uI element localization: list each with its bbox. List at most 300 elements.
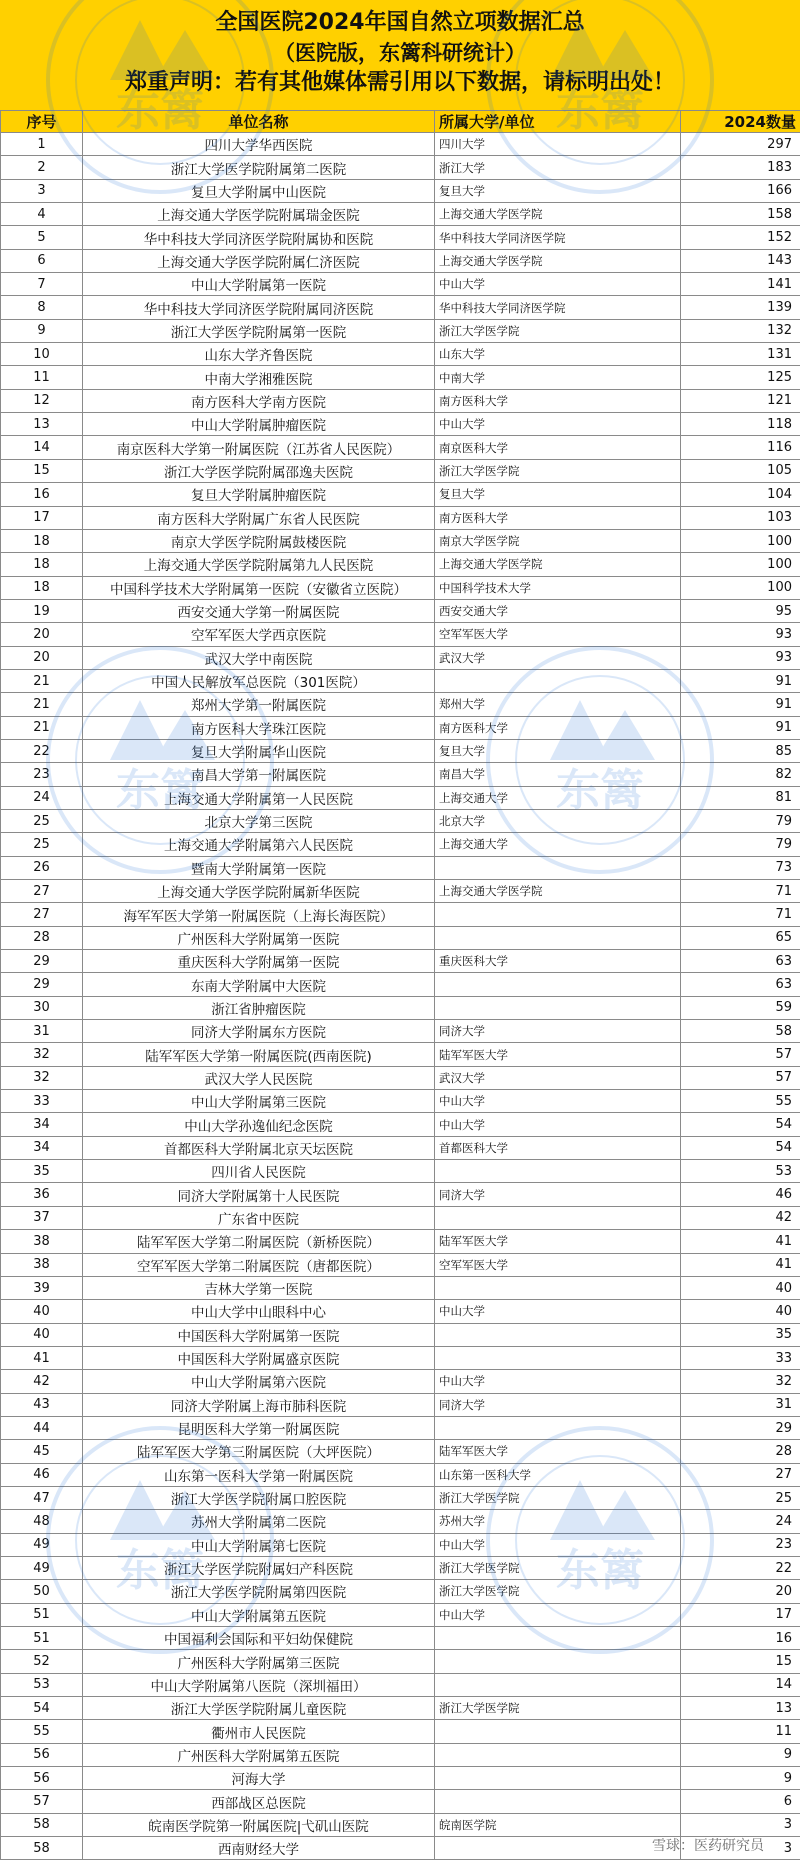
table-row	[1, 179, 800, 202]
row-university: 南京医科大学	[435, 436, 681, 459]
table-row	[1, 529, 800, 552]
row-university: 复旦大学	[435, 483, 681, 506]
row-unit-name: 苏州大学附属第二医院	[83, 1510, 435, 1533]
row-unit-name: 浙江大学医学院附属邵逸夫医院	[83, 459, 435, 482]
row-count: 41	[681, 1253, 800, 1276]
row-count: 82	[681, 763, 800, 786]
row-unit-name: 同济大学附属上海市肺科医院	[83, 1393, 435, 1416]
row-unit-name: 东南大学附属中大医院	[83, 973, 435, 996]
row-university	[435, 903, 681, 926]
row-unit-name: 中国科学技术大学附属第一医院（安徽省立医院）	[83, 576, 435, 599]
row-unit-name: 武汉大学人民医院	[83, 1066, 435, 1089]
row-unit-name: 中山大学附属第六医院	[83, 1370, 435, 1393]
row-university	[435, 1650, 681, 1673]
row-university: 陆军军医大学	[435, 1043, 681, 1066]
row-count: 55	[681, 1090, 800, 1113]
row-university: 中山大学	[435, 1300, 681, 1323]
table-row	[1, 1090, 800, 1113]
row-count: 81	[681, 786, 800, 809]
row-index: 13	[1, 413, 83, 436]
document-subtitle: （医院版，东篱科研统计）	[274, 41, 526, 65]
row-university	[435, 1416, 681, 1439]
row-count: 54	[681, 1113, 800, 1136]
table-row	[1, 343, 800, 366]
copyright-notice: 郑重声明：若有其他媒体需引用以下数据，请标明出处！	[124, 70, 675, 95]
row-count: 35	[681, 1323, 800, 1346]
row-university	[435, 1276, 681, 1299]
row-university: 南京大学医学院	[435, 529, 681, 552]
row-unit-name: 南方医科大学珠江医院	[83, 716, 435, 739]
row-university	[435, 1160, 681, 1183]
row-unit-name: 昆明医科大学第一附属医院	[83, 1416, 435, 1439]
row-unit-name: 同济大学附属第十人民医院	[83, 1183, 435, 1206]
row-index: 56	[1, 1743, 83, 1766]
row-count: 105	[681, 459, 800, 482]
row-count: 14	[681, 1673, 800, 1696]
row-index: 10	[1, 343, 83, 366]
row-index: 29	[1, 973, 83, 996]
row-index: 23	[1, 763, 83, 786]
svg-text:东篱: 东篱	[556, 765, 644, 816]
row-unit-name: 中山大学中山眼科中心	[83, 1300, 435, 1323]
table-row	[1, 599, 800, 622]
table-row	[1, 1627, 800, 1650]
table-row	[1, 156, 800, 179]
row-university: 皖南医学院	[435, 1813, 681, 1836]
row-count: 132	[681, 319, 800, 342]
row-university: 空军军医大学	[435, 1253, 681, 1276]
row-count: 143	[681, 249, 800, 272]
table-row	[1, 786, 800, 809]
row-unit-name: 中国医科大学附属第一医院	[83, 1323, 435, 1346]
row-count: 100	[681, 553, 800, 576]
row-university: 中山大学	[435, 1090, 681, 1113]
row-unit-name: 皖南医学院第一附属医院|弋矶山医院	[83, 1813, 435, 1836]
row-count: 100	[681, 576, 800, 599]
row-count: 33	[681, 1346, 800, 1369]
table-row	[1, 693, 800, 716]
table-row	[1, 973, 800, 996]
row-university: 南昌大学	[435, 763, 681, 786]
row-index: 40	[1, 1323, 83, 1346]
row-unit-name: 中南大学湘雅医院	[83, 366, 435, 389]
table-row	[1, 856, 800, 879]
table-row	[1, 1183, 800, 1206]
row-university: 中山大学	[435, 273, 681, 296]
row-unit-name: 浙江大学医学院附属第二医院	[83, 156, 435, 179]
row-unit-name: 陆军军医大学第二附属医院（新桥医院）	[83, 1230, 435, 1253]
row-unit-name: 华中科技大学同济医学院附属协和医院	[83, 226, 435, 249]
row-unit-name: 中山大学附属第三医院	[83, 1090, 435, 1113]
table-row	[1, 669, 800, 692]
row-count: 28	[681, 1440, 800, 1463]
table-row	[1, 1020, 800, 1043]
row-university	[435, 1767, 681, 1790]
table-row	[1, 623, 800, 646]
row-index: 21	[1, 716, 83, 739]
row-unit-name: 上海交通大学医学院附属仁济医院	[83, 249, 435, 272]
row-count: 131	[681, 343, 800, 366]
row-count: 57	[681, 1043, 800, 1066]
row-university: 上海交通大学医学院	[435, 249, 681, 272]
row-university: 西安交通大学	[435, 599, 681, 622]
row-index: 34	[1, 1136, 83, 1159]
row-unit-name: 广东省中医院	[83, 1206, 435, 1229]
row-index: 38	[1, 1253, 83, 1276]
table-row	[1, 389, 800, 412]
row-count: 104	[681, 483, 800, 506]
row-university: 浙江大学医学院	[435, 1556, 681, 1579]
row-unit-name: 山东第一医科大学第一附属医院	[83, 1463, 435, 1486]
column-header-university: 所属大学/单位	[435, 111, 681, 133]
table-row	[1, 1673, 800, 1696]
row-index: 37	[1, 1206, 83, 1229]
row-unit-name: 西部战区总医院	[83, 1790, 435, 1813]
row-university: 武汉大学	[435, 1066, 681, 1089]
row-unit-name: 西南财经大学	[83, 1837, 435, 1860]
row-count: 297	[681, 133, 800, 156]
table-row	[1, 1043, 800, 1066]
table-row	[1, 903, 800, 926]
row-unit-name: 海军军医大学第一附属医院（上海长海医院）	[83, 903, 435, 926]
row-count: 93	[681, 623, 800, 646]
row-unit-name: 南京大学医学院附属鼓楼医院	[83, 529, 435, 552]
row-university: 苏州大学	[435, 1510, 681, 1533]
row-index: 42	[1, 1370, 83, 1393]
row-university	[435, 1743, 681, 1766]
row-index: 30	[1, 996, 83, 1019]
row-count: 100	[681, 529, 800, 552]
row-count: 91	[681, 693, 800, 716]
row-count: 71	[681, 880, 800, 903]
table-row	[1, 1603, 800, 1626]
row-index: 31	[1, 1020, 83, 1043]
row-count: 31	[681, 1393, 800, 1416]
row-count: 79	[681, 833, 800, 856]
title-banner	[0, 0, 800, 110]
row-index: 58	[1, 1813, 83, 1836]
table-row	[1, 436, 800, 459]
table-row	[1, 1510, 800, 1533]
row-count: 139	[681, 296, 800, 319]
row-university	[435, 1323, 681, 1346]
row-count: 103	[681, 506, 800, 529]
row-index: 43	[1, 1393, 83, 1416]
table-row	[1, 249, 800, 272]
row-count: 17	[681, 1603, 800, 1626]
row-university: 华中科技大学同济医学院	[435, 226, 681, 249]
row-index: 8	[1, 296, 83, 319]
row-unit-name: 上海交通大学附属第六人民医院	[83, 833, 435, 856]
hospital-data-table	[0, 110, 800, 1860]
row-count: 63	[681, 973, 800, 996]
row-unit-name: 中国医科大学附属盛京医院	[83, 1346, 435, 1369]
table-row	[1, 1323, 800, 1346]
row-index: 2	[1, 156, 83, 179]
row-index: 4	[1, 203, 83, 226]
table-row	[1, 1276, 800, 1299]
row-index: 19	[1, 599, 83, 622]
row-university: 上海交通大学	[435, 833, 681, 856]
row-unit-name: 郑州大学第一附属医院	[83, 693, 435, 716]
table-row	[1, 1393, 800, 1416]
row-university: 浙江大学医学院	[435, 1697, 681, 1720]
row-university: 浙江大学医学院	[435, 1580, 681, 1603]
row-count: 32	[681, 1370, 800, 1393]
row-unit-name: 中山大学附属第七医院	[83, 1533, 435, 1556]
row-count: 63	[681, 950, 800, 973]
row-count: 118	[681, 413, 800, 436]
row-index: 20	[1, 623, 83, 646]
table-row	[1, 763, 800, 786]
table-row	[1, 1066, 800, 1089]
table-row	[1, 1767, 800, 1790]
row-university: 郑州大学	[435, 693, 681, 716]
table-row	[1, 1697, 800, 1720]
row-university: 山东大学	[435, 343, 681, 366]
row-index: 3	[1, 179, 83, 202]
row-index: 58	[1, 1837, 83, 1860]
row-count: 9	[681, 1743, 800, 1766]
row-university: 中山大学	[435, 1370, 681, 1393]
row-index: 49	[1, 1533, 83, 1556]
row-university	[435, 1627, 681, 1650]
row-unit-name: 中山大学附属肿瘤医院	[83, 413, 435, 436]
table-row	[1, 996, 800, 1019]
row-unit-name: 上海交通大学医学院附属第九人民医院	[83, 553, 435, 576]
row-university: 华中科技大学同济医学院	[435, 296, 681, 319]
svg-text:东篱: 东篱	[116, 1545, 204, 1596]
table-row	[1, 1253, 800, 1276]
row-count: 11	[681, 1720, 800, 1743]
row-university	[435, 996, 681, 1019]
row-index: 22	[1, 739, 83, 762]
row-unit-name: 上海交通大学医学院附属瑞金医院	[83, 203, 435, 226]
row-index: 54	[1, 1697, 83, 1720]
row-index: 7	[1, 273, 83, 296]
row-university: 陆军军医大学	[435, 1230, 681, 1253]
row-unit-name: 浙江省肿瘤医院	[83, 996, 435, 1019]
table-row	[1, 1136, 800, 1159]
table-row	[1, 133, 800, 156]
row-index: 56	[1, 1767, 83, 1790]
row-count: 13	[681, 1697, 800, 1720]
table-row	[1, 716, 800, 739]
row-university: 浙江大学医学院	[435, 1486, 681, 1509]
table-row	[1, 296, 800, 319]
row-university	[435, 669, 681, 692]
table-row	[1, 483, 800, 506]
table-row	[1, 1416, 800, 1439]
row-index: 44	[1, 1416, 83, 1439]
row-index: 28	[1, 926, 83, 949]
row-unit-name: 南方医科大学南方医院	[83, 389, 435, 412]
row-index: 1	[1, 133, 83, 156]
row-count: 22	[681, 1556, 800, 1579]
table-row	[1, 1346, 800, 1369]
row-unit-name: 重庆医科大学附属第一医院	[83, 950, 435, 973]
table-header-row	[1, 111, 800, 133]
row-university	[435, 856, 681, 879]
table-row	[1, 739, 800, 762]
row-count: 29	[681, 1416, 800, 1439]
row-university: 中国科学技术大学	[435, 576, 681, 599]
row-index: 32	[1, 1043, 83, 1066]
row-university	[435, 1346, 681, 1369]
row-index: 20	[1, 646, 83, 669]
row-index: 38	[1, 1230, 83, 1253]
row-unit-name: 空军军医大学西京医院	[83, 623, 435, 646]
row-index: 55	[1, 1720, 83, 1743]
row-count: 91	[681, 669, 800, 692]
row-count: 40	[681, 1300, 800, 1323]
table-row	[1, 459, 800, 482]
row-index: 48	[1, 1510, 83, 1533]
row-unit-name: 陆军军医大学第三附属医院（大坪医院）	[83, 1440, 435, 1463]
row-index: 32	[1, 1066, 83, 1089]
row-count: 3	[681, 1813, 800, 1836]
table-row	[1, 1463, 800, 1486]
row-university: 上海交通大学医学院	[435, 203, 681, 226]
row-count: 15	[681, 1650, 800, 1673]
table-row	[1, 553, 800, 576]
table-row	[1, 880, 800, 903]
row-index: 49	[1, 1556, 83, 1579]
row-count: 24	[681, 1510, 800, 1533]
row-unit-name: 广州医科大学附属第一医院	[83, 926, 435, 949]
table-row	[1, 506, 800, 529]
source-footer: 雪球：医药研究员	[652, 1838, 764, 1854]
row-count: 53	[681, 1160, 800, 1183]
row-index: 14	[1, 436, 83, 459]
row-university: 复旦大学	[435, 179, 681, 202]
row-index: 50	[1, 1580, 83, 1603]
row-university	[435, 1206, 681, 1229]
row-count: 6	[681, 1790, 800, 1813]
row-index: 57	[1, 1790, 83, 1813]
row-unit-name: 河海大学	[83, 1767, 435, 1790]
row-index: 17	[1, 506, 83, 529]
row-count: 152	[681, 226, 800, 249]
row-unit-name: 中国福利会国际和平妇幼保健院	[83, 1627, 435, 1650]
row-index: 25	[1, 809, 83, 832]
row-unit-name: 首都医科大学附属北京天坛医院	[83, 1136, 435, 1159]
row-unit-name: 广州医科大学附属第三医院	[83, 1650, 435, 1673]
row-unit-name: 吉林大学第一医院	[83, 1276, 435, 1299]
table-row	[1, 1486, 800, 1509]
row-index: 47	[1, 1486, 83, 1509]
row-count: 73	[681, 856, 800, 879]
row-index: 11	[1, 366, 83, 389]
row-count: 183	[681, 156, 800, 179]
row-count: 95	[681, 599, 800, 622]
row-index: 18	[1, 576, 83, 599]
table-row	[1, 203, 800, 226]
row-count: 9	[681, 1767, 800, 1790]
table-row	[1, 1113, 800, 1136]
row-unit-name: 暨南大学附属第一医院	[83, 856, 435, 879]
row-index: 29	[1, 950, 83, 973]
row-unit-name: 衢州市人民医院	[83, 1720, 435, 1743]
table-row	[1, 1230, 800, 1253]
row-count: 158	[681, 203, 800, 226]
row-unit-name: 上海交通大学附属第一人民医院	[83, 786, 435, 809]
row-count: 59	[681, 996, 800, 1019]
row-unit-name: 中山大学孙逸仙纪念医院	[83, 1113, 435, 1136]
row-count: 79	[681, 809, 800, 832]
row-university: 空军军医大学	[435, 623, 681, 646]
row-university: 中南大学	[435, 366, 681, 389]
row-index: 53	[1, 1673, 83, 1696]
row-index: 25	[1, 833, 83, 856]
row-index: 27	[1, 903, 83, 926]
row-unit-name: 空军军医大学第二附属医院（唐都医院）	[83, 1253, 435, 1276]
row-count: 16	[681, 1627, 800, 1650]
row-count: 166	[681, 179, 800, 202]
row-university: 同济大学	[435, 1183, 681, 1206]
row-count: 27	[681, 1463, 800, 1486]
row-unit-name: 华中科技大学同济医学院附属同济医院	[83, 296, 435, 319]
row-unit-name: 复旦大学附属肿瘤医院	[83, 483, 435, 506]
row-count: 91	[681, 716, 800, 739]
row-count: 71	[681, 903, 800, 926]
row-index: 21	[1, 693, 83, 716]
row-university	[435, 1790, 681, 1813]
table-row	[1, 833, 800, 856]
row-university: 首都医科大学	[435, 1136, 681, 1159]
table-row	[1, 1160, 800, 1183]
row-count: 42	[681, 1206, 800, 1229]
table-row	[1, 1300, 800, 1323]
table-row	[1, 319, 800, 342]
row-unit-name: 中山大学附属第五医院	[83, 1603, 435, 1626]
table-row	[1, 1556, 800, 1579]
row-unit-name: 浙江大学医学院附属口腔医院	[83, 1486, 435, 1509]
row-unit-name: 南昌大学第一附属医院	[83, 763, 435, 786]
row-index: 18	[1, 553, 83, 576]
row-university: 重庆医科大学	[435, 950, 681, 973]
column-header-index: 序号	[1, 111, 83, 133]
row-count: 116	[681, 436, 800, 459]
table-row	[1, 1440, 800, 1463]
table-body	[1, 133, 800, 1860]
row-index: 40	[1, 1300, 83, 1323]
table-row	[1, 1743, 800, 1766]
row-index: 15	[1, 459, 83, 482]
row-index: 51	[1, 1603, 83, 1626]
row-university	[435, 1720, 681, 1743]
row-university: 上海交通大学医学院	[435, 553, 681, 576]
row-index: 46	[1, 1463, 83, 1486]
row-index: 45	[1, 1440, 83, 1463]
row-university	[435, 926, 681, 949]
row-university: 北京大学	[435, 809, 681, 832]
table-row	[1, 273, 800, 296]
row-index: 21	[1, 669, 83, 692]
row-index: 5	[1, 226, 83, 249]
row-unit-name: 四川大学华西医院	[83, 133, 435, 156]
row-university: 中山大学	[435, 413, 681, 436]
row-index: 52	[1, 1650, 83, 1673]
row-unit-name: 南方医科大学附属广东省人民医院	[83, 506, 435, 529]
table-row	[1, 1720, 800, 1743]
row-unit-name: 山东大学齐鲁医院	[83, 343, 435, 366]
row-unit-name: 浙江大学医学院附属妇产科医院	[83, 1556, 435, 1579]
row-count: 46	[681, 1183, 800, 1206]
row-unit-name: 广州医科大学附属第五医院	[83, 1743, 435, 1766]
row-unit-name: 上海交通大学医学院附属新华医院	[83, 880, 435, 903]
column-header-name: 单位名称	[83, 111, 435, 133]
